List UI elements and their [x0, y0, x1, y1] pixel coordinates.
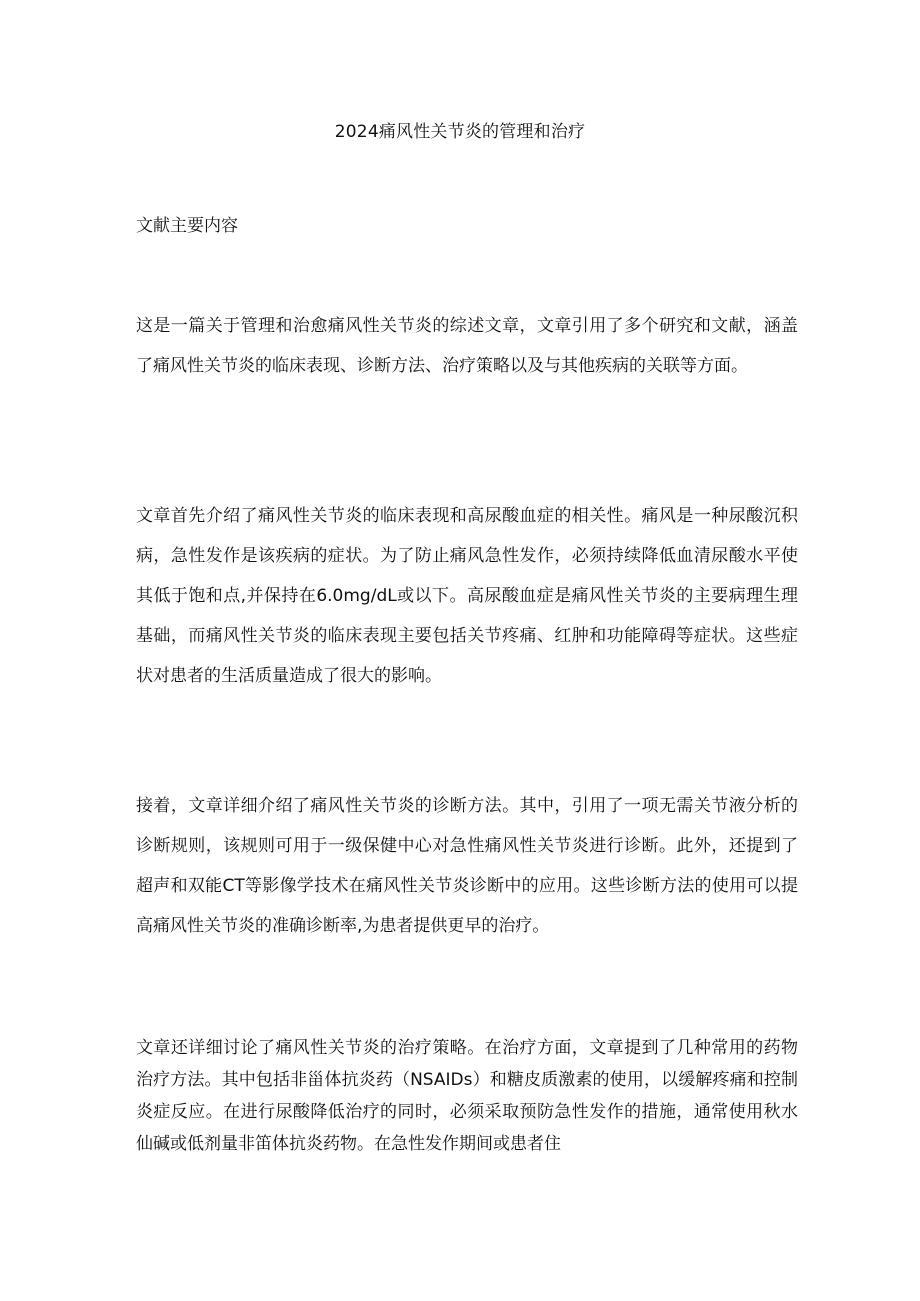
document-title: 2024痛风性关节炎的管理和治疗: [334, 122, 586, 142]
paragraph-diagnosis: 接着，文章详细介绍了痛风性关节炎的诊断方法。其中，引用了一项无需关节液分析的诊断规则，该规则可用于一级保健中心对急性痛风性关节炎进行诊断。此外，还提到了超声和双能CT等影像学技术在痛风性关节炎诊断中的应用。这些诊断方法的使用可以提高痛风性关节炎的准确诊断率,为患者提供更早的治疗。: [136, 796, 798, 936]
paragraph-clinical-presentation: 文章首先介绍了痛风性关节炎的临床表现和高尿酸血症的相关性。痛风是一种尿酸沉积病，急性发作是该疾病的症状。为了防止痛风急性发作，必须持续降低血清尿酸水平使其低于饱和点,并保持在6.0mg/dL或以下。高尿酸血症是痛风性关节炎的主要病理生理基础，而痛风性关节炎的临床表现主要包括关节疼痛、红肿和功能障碍等症状。这些症状对患者的生活质量造成了很大的影响。: [136, 506, 798, 686]
section-heading: 文献主要内容: [136, 216, 238, 236]
paragraph-treatment: 文章还详细讨论了痛风性关节炎的治疗策略。在治疗方面，文章提到了几种常用的药物治疗方法。其中包括非甾体抗炎药（NSAIDs）和糖皮质激素的使用，以缓解疼痛和控制炎症反应。在进行尿酸降低治疗的同时，必须采取预防急性发作的措施，通常使用秋水仙碱或低剂量非笛体抗炎药物。在急性发作期间或患者住: [136, 1038, 798, 1154]
paragraph-overview: 这是一篇关于管理和治愈痛风性关节炎的综述文章，文章引用了多个研究和文献，涵盖了痛风性关节炎的临床表现、诊断方法、治疗策略以及与其他疾病的关联等方面。: [136, 316, 798, 376]
